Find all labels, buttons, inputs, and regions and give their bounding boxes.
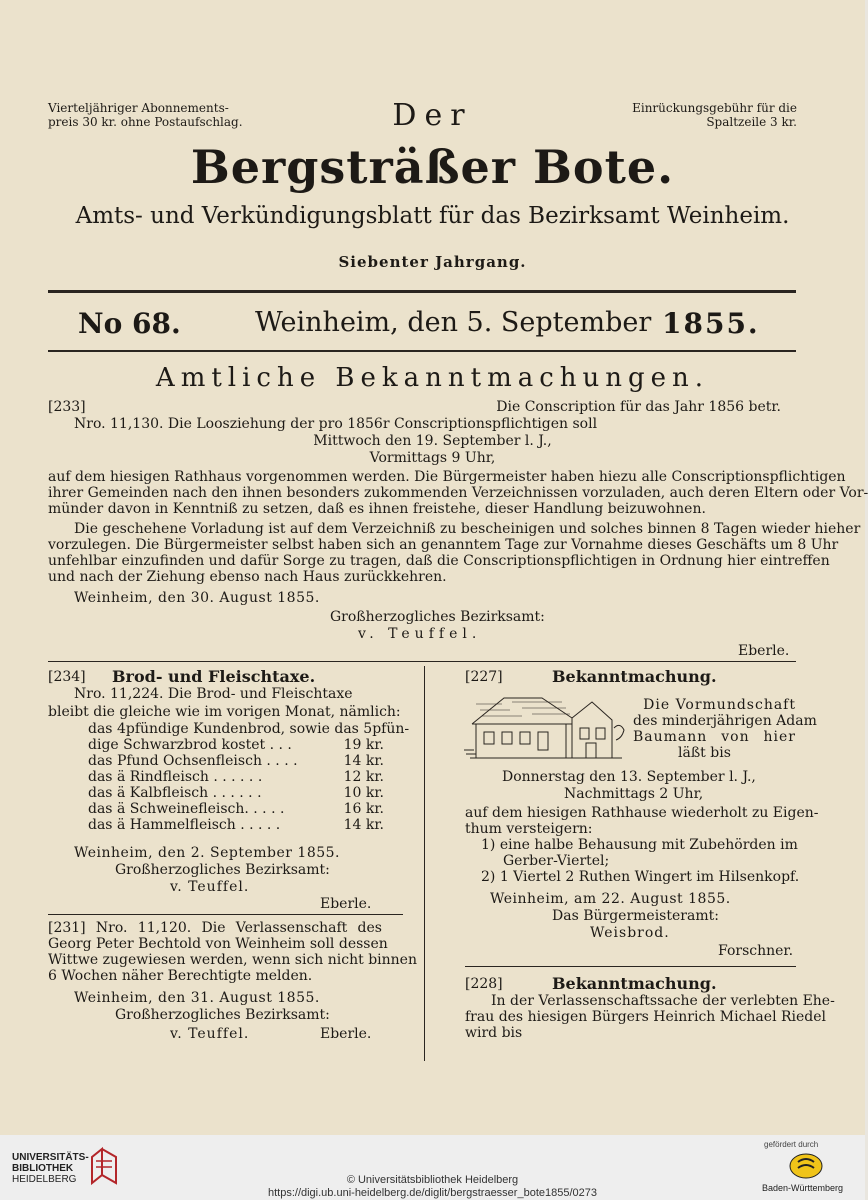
notice-227-place-date: Weinheim, am 22. August 1855. <box>490 891 731 907</box>
notice-227-clerk: Forschner. <box>718 943 794 959</box>
notice-234-heading: Brod- und Fleischtaxe. <box>112 667 316 686</box>
issue-number: No 68. <box>78 307 181 340</box>
notice-234-office: Großherzogliches Bezirksamt: <box>115 862 330 878</box>
notice-227-heading: Bekanntmachung. <box>552 667 717 686</box>
notice-231-place-date: Weinheim, den 31. August 1855. <box>74 990 320 1006</box>
notice-227-official: Weisbrod. <box>590 925 670 941</box>
notice-231-official: v. Teuffel. <box>170 1026 250 1042</box>
notice-233-subject: Die Conscription für das Jahr 1856 betr. <box>496 399 781 415</box>
notice-227-beside-image: Die Vormundschaft des minderjährigen Adam Baumann von hier läßt bis <box>633 697 817 761</box>
library-name: UNIVERSITÄTS- BIBLIOTHEK HEIDELBERG <box>12 1152 89 1185</box>
price-row: das Pfund Ochsenfleisch . . . . 14 kr. <box>88 753 384 769</box>
notice-233-line1: Nro. 11,130. Die Loosziehung der pro 1856r Conscriptionspflichtigen soll <box>74 416 598 432</box>
notice-234-official: v. Teuffel. <box>170 879 250 895</box>
masthead-article: Der <box>392 98 473 133</box>
notice-233-official: v. Teuffel. <box>358 626 482 642</box>
rule-thick-top <box>48 290 796 293</box>
house-illustration <box>462 688 628 764</box>
notice-231-body: [231] Nro. 11,120. Die Verlassenschaft des Georg Peter Bechtold von Weinheim soll dessen Wittwe zugewiesen werden, wenn sich nicht binnen 6 Wochen näher Berechtigte melden. <box>48 920 417 984</box>
price-list <box>88 721 410 833</box>
notice-227-ref: [227] <box>465 669 503 685</box>
notice-234-place-date: Weinheim, den 2. September 1855. <box>74 845 340 861</box>
notice-233-paragraph-1: auf dem hiesigen Rathhaus vorgenommen werden. Die Bürgermeister haben hiezu alle Conscriptionspflichtigen ihrer Gemeinden nach den ihnen besonders zukommenden Verzeichnissen vorzuladen, auch deren Eltern oder Vor- münder davon in Kenntniß zu setzen, daß es ihnen freistehe, dieser Handlung beizuwohnen. <box>48 469 868 517</box>
price-row: das ä Schweinefleisch. . . . . 16 kr. <box>88 801 384 817</box>
notice-233-header <box>48 399 781 415</box>
price-row: das 4pfündige Kundenbrod, sowie das 5pfün- <box>88 721 410 737</box>
notice-227-date-line: Donnerstag den 13. September l. J., <box>502 769 756 785</box>
masthead-title: Bergsträßer Bote. <box>190 140 675 194</box>
rule-left-divider <box>48 914 403 915</box>
notice-228-heading: Bekanntmachung. <box>552 974 717 993</box>
notice-233-office: Großherzogliches Bezirksamt: <box>330 609 545 625</box>
notice-228-body: In der Verlassenschaftssache der verlebten Ehe- frau des hiesigen Bürgers Heinrich Michael Riedel wird bis <box>465 993 835 1041</box>
price-row: das ä Hammelfleisch . . . . . 14 kr. <box>88 817 384 833</box>
section-title: Amtliche Bekanntmachungen. <box>155 363 710 393</box>
subscription-note: Vierteljähriger Abonnements- preis 30 kr. ohne Postaufschlag. <box>48 101 243 129</box>
notice-233-time: Vormittags 9 Uhr, <box>369 450 496 466</box>
price-row: dige Schwarzbrod kostet . . . 19 kr. <box>88 737 384 753</box>
copyright-notice: © Universitätsbibliothek Heidelberg <box>346 1174 519 1186</box>
issue-place-date: Weinheim, den 5. September <box>255 307 652 338</box>
notice-231-office: Großherzogliches Bezirksamt: <box>115 1007 330 1023</box>
permalink[interactable]: https://digi.ub.uni-heidelberg.de/diglit/bergstraesser_bote1855/0273 <box>267 1187 597 1199</box>
notice-233-place-date: Weinheim, den 30. August 1855. <box>74 590 320 606</box>
notice-234-clerk: Eberle. <box>320 896 372 912</box>
rule-right-divider <box>465 966 796 967</box>
funded-by-label: gefördert durch <box>764 1140 819 1149</box>
notice-233-paragraph-2: Die geschehene Vorladung ist auf dem Verzeichniß zu bescheinigen und solches binnen 8 Tagen wieder hieher vorzulegen. Die Bürgermeister selbst haben sich an genanntem Tage zur Vornahme dieses Geschäfts um 8 Uhr unfehlbar einzufinden und dafür Sorge zu tragen, daß die Conscriptionspflichtigen in Ordnung hier eintreffen und nach der Ziehung ebenso nach Haus zurückkehren. <box>48 521 861 585</box>
notice-234-intro-1: Nro. 11,224. Die Brod- und Fleischtaxe <box>74 686 353 702</box>
issue-year: 1855. <box>662 307 760 340</box>
year-line: Siebenter Jahrgang. <box>338 253 527 271</box>
price-row: das ä Kalbfleisch . . . . . . 10 kr. <box>88 785 384 801</box>
rule-thin-bottom <box>48 350 796 352</box>
notice-234-intro-2: bleibt die gleiche wie im vorigen Monat, nämlich: <box>48 704 401 720</box>
price-row: das ä Rindfleisch . . . . . . 12 kr. <box>88 769 384 785</box>
notice-234-ref: [234] <box>48 669 86 685</box>
insertion-fee-note: Einrückungsgebühr für die Spaltzeile 3 kr. <box>632 101 797 129</box>
column-divider <box>424 666 425 1061</box>
notice-231-clerk: Eberle. <box>320 1026 372 1042</box>
notice-227-office: Das Bürgermeisteramt: <box>552 908 719 924</box>
state-coat-of-arms-icon <box>786 1151 826 1181</box>
state-name: Baden-Württemberg <box>762 1183 844 1193</box>
notice-233-ref: [233] <box>48 399 86 415</box>
notice-233-clerk: Eberle. <box>738 643 790 659</box>
notice-233-date: Mittwoch den 19. September l. J., <box>313 433 552 449</box>
rule-section-divider <box>48 661 796 662</box>
masthead-subtitle: Amts- und Verkündigungsblatt für das Bezirksamt Weinheim. <box>75 203 790 229</box>
notice-228-ref: [228] <box>465 976 503 992</box>
notice-227-time-line: Nachmittags 2 Uhr, <box>564 786 704 802</box>
notice-227-body: auf dem hiesigen Rathhause wiederholt zu Eigen- thum versteigern: 1) eine halbe Behausung mit Zubehörden im Gerber-Viertel; 2) 1 Viertel 2 Ruthen Wingert im Hilsenkopf. <box>465 805 819 885</box>
footer-bar <box>0 1135 865 1200</box>
